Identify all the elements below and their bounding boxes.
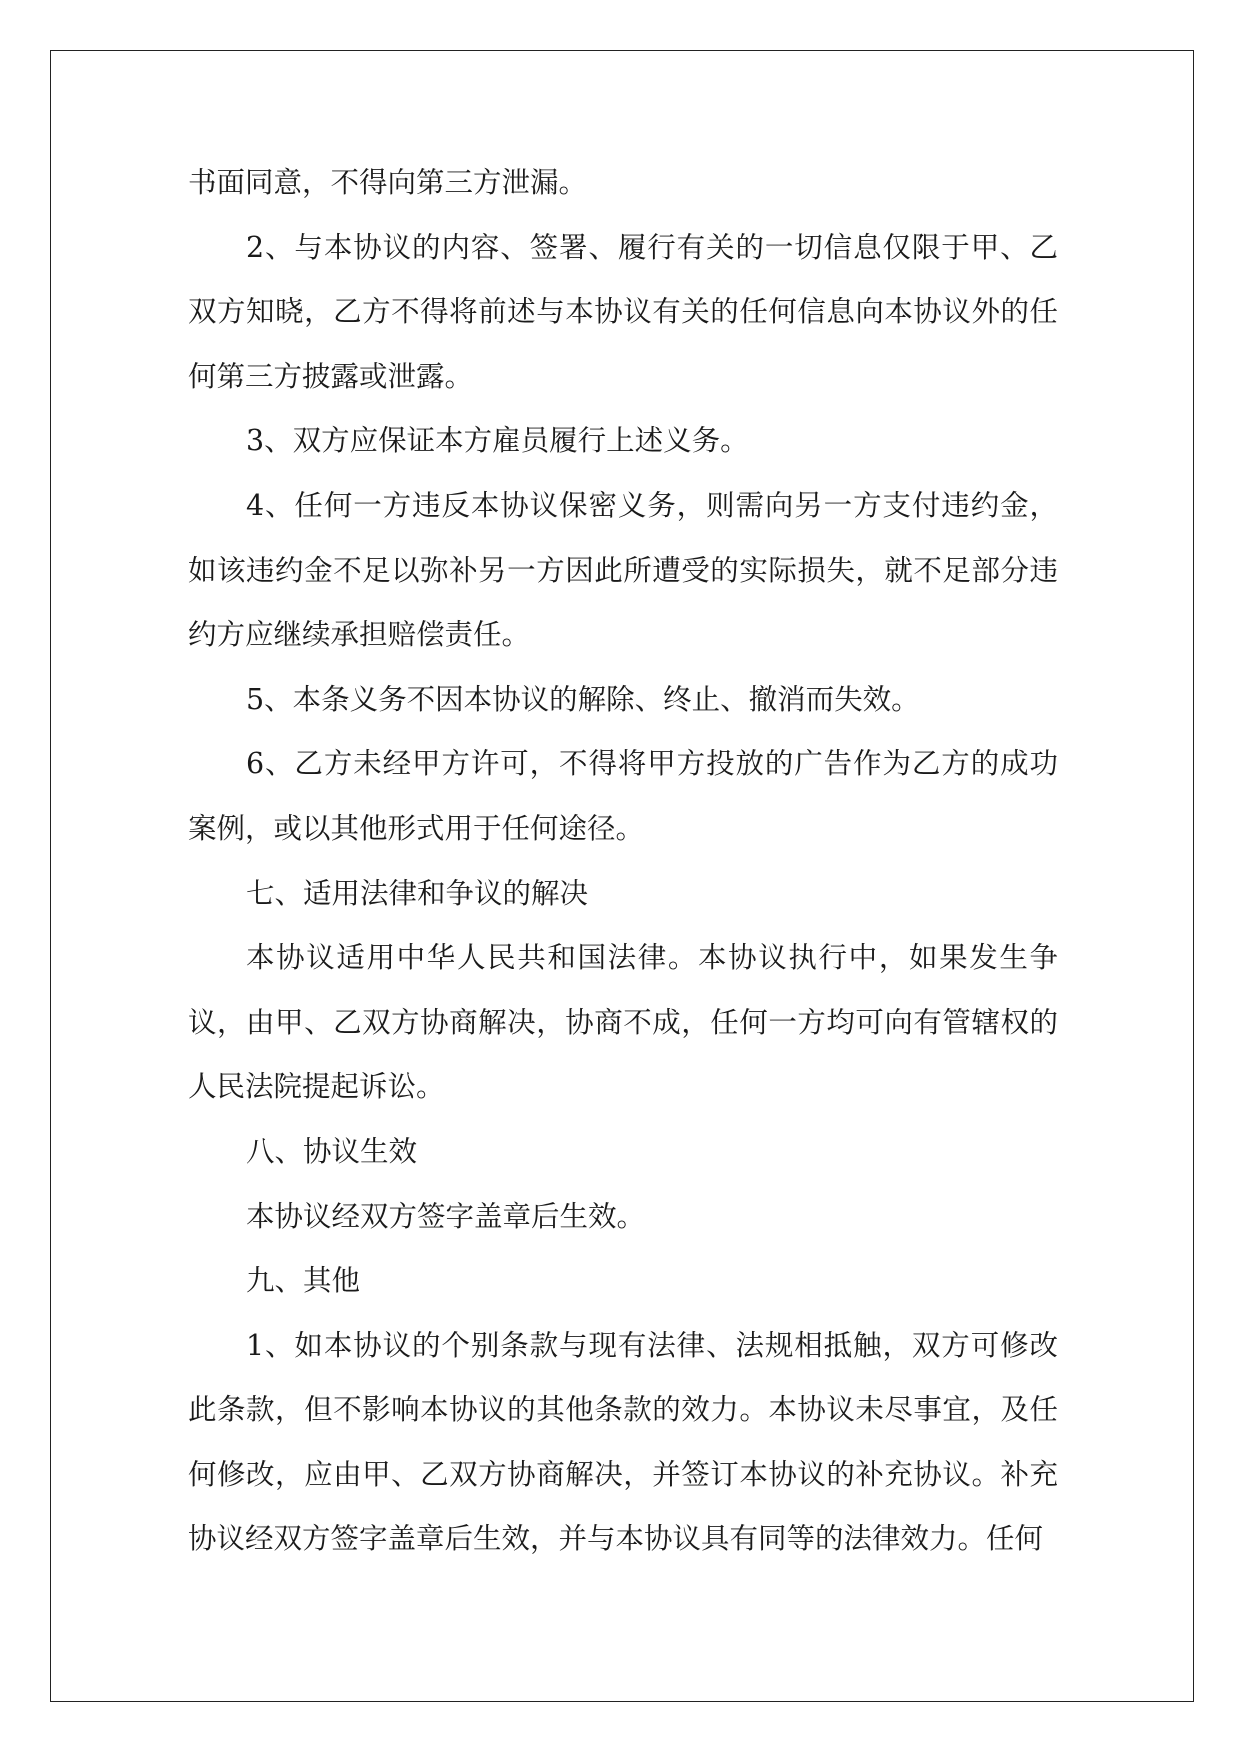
document-body bbox=[188, 151, 1058, 1572]
paragraph-clause-2: 2、与本协议的内容、签署、履行有关的一切信息仅限于甲、乙双方知晓，乙方不得将前述与本协议有关的任何信息向本协议外的任何第三方披露或泄露。 bbox=[188, 230, 1058, 393]
paragraph-effectiveness: 本协议经双方签字盖章后生效。 bbox=[246, 1199, 646, 1233]
section-heading-governing-law: 七、适用法律和争议的解决 bbox=[246, 876, 589, 910]
paragraph-clause-4: 4、任何一方违反本协议保密义务，则需向另一方支付违约金，如该违约金不足以弥补另一方因此所遭受的实际损失，就不足部分违约方应继续承担赔偿责任。 bbox=[188, 488, 1058, 652]
paragraph-clause-5: 5、本条义务不因本协议的解除、终止、撤消而失效。 bbox=[246, 682, 920, 716]
paragraph-governing-law: 本协议适用中华人民共和国法律。本协议执行中，如果发生争议，由甲、乙双方协商解决，协商不成，任何一方均可向有管辖权的人民法院提起诉讼。 bbox=[188, 941, 1058, 1104]
paragraph-other-clause-1: 1、如本协议的个别条款与现有法律、法规相抵触，双方可修改此条款，但不影响本协议的其他条款的效力。本协议未尽事宜，及任何修改，应由甲、乙双方协商解决，并签订本协议的补充协议。补充协议经双方签字盖章后生效，并与本协议具有同等的法律效力。任何 bbox=[188, 1328, 1058, 1556]
paragraph-continuation: 书面同意，不得向第三方泄漏。 bbox=[188, 166, 588, 199]
section-heading-effectiveness: 八、协议生效 bbox=[246, 1134, 418, 1168]
paragraph-clause-6: 6、乙方未经甲方许可，不得将甲方投放的广告作为乙方的成功案例，或以其他形式用于任何途径。 bbox=[188, 747, 1058, 845]
section-heading-other: 九、其他 bbox=[246, 1264, 361, 1298]
paragraph-clause-3: 3、双方应保证本方雇员履行上述义务。 bbox=[246, 424, 749, 458]
